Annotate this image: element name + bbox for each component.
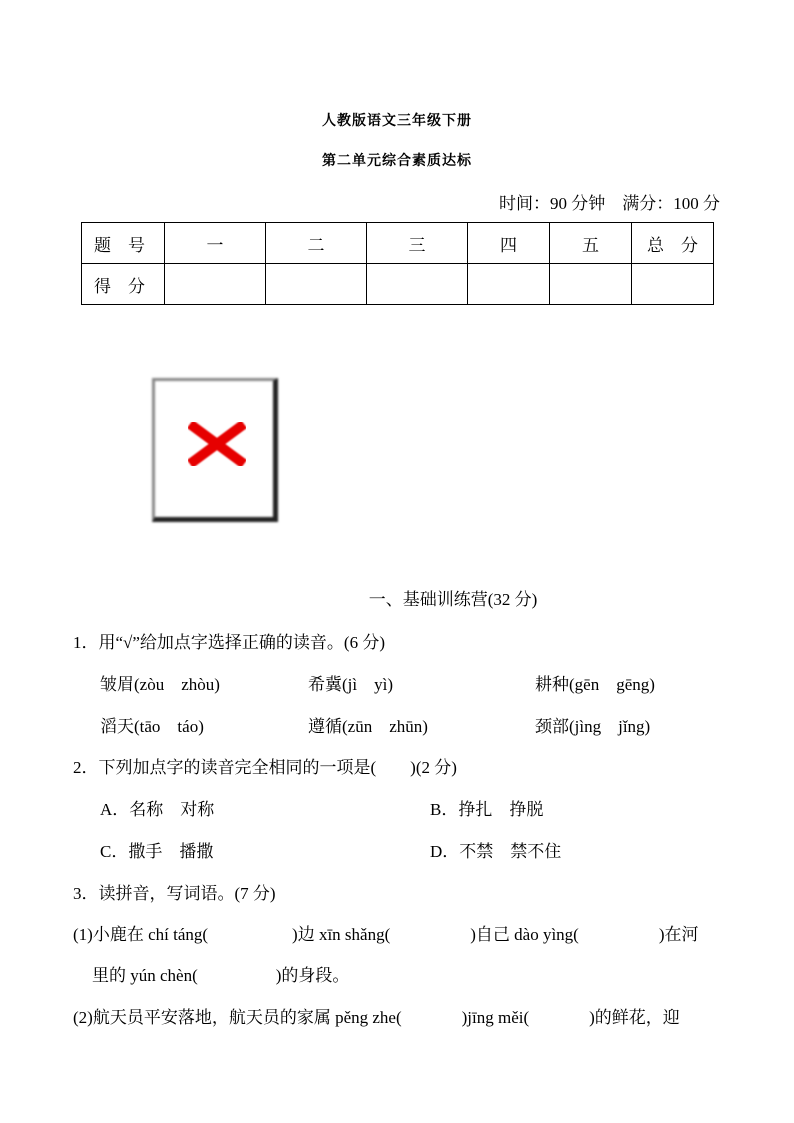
score-cell[interactable] — [165, 264, 266, 305]
score-row-label: 得 分 — [82, 264, 165, 305]
q2-option-c[interactable]: C．撒手 播撒 — [100, 842, 214, 861]
question-2-prompt: 2．下列加点字的读音完全相同的一项是( )(2 分) — [73, 758, 457, 777]
score-table-score-row — [82, 264, 714, 305]
header-cell: 四 — [468, 223, 550, 264]
q1-item[interactable]: 耕种(gēn gēng) — [535, 675, 655, 694]
q3-text: )在河 — [658, 925, 699, 944]
q3-line-3 — [73, 1003, 680, 1028]
score-table-header-row — [82, 223, 714, 264]
q2-option-d[interactable]: D．不禁 禁不住 — [430, 842, 562, 861]
page-subtitle: 第二单元综合素质达标 — [322, 154, 472, 169]
broken-image-icon — [152, 378, 276, 518]
score-cell[interactable] — [468, 264, 550, 305]
q3-text: )自己 dào yìng( — [470, 925, 579, 944]
header-cell: 五 — [550, 223, 632, 264]
header-cell: 总 分 — [632, 223, 714, 264]
q3-text: 里的 yún chèn( — [92, 966, 198, 985]
score-cell[interactable] — [266, 264, 367, 305]
q2-option-b[interactable]: B．挣扎 挣脱 — [430, 800, 544, 819]
question-3-prompt: 3．读拼音，写词语。(7 分) — [73, 884, 276, 903]
score-cell[interactable] — [367, 264, 468, 305]
q1-item[interactable]: 希冀(jì yì) — [308, 675, 393, 694]
q3-text: )jīng měi( — [461, 1008, 530, 1027]
question-1-prompt: 1．用“√”给加点字选择正确的读音。(6 分) — [73, 633, 385, 652]
header-cell: 题 号 — [82, 223, 165, 264]
time-info: 时间：90 分钟 满分：100 分 — [499, 194, 720, 213]
q3-text: (1)小鹿在 chí táng( — [73, 925, 209, 944]
q1-item[interactable]: 遵循(zūn zhūn) — [308, 717, 428, 736]
q3-text: )边 xīn shǎng( — [292, 925, 391, 944]
q3-line-1 — [73, 920, 699, 945]
header-cell: 一 — [165, 223, 266, 264]
score-table — [81, 222, 714, 305]
header-cell: 二 — [266, 223, 367, 264]
q3-text: (2)航天员平安落地，航天员的家属 pěng zhe( — [73, 1008, 402, 1027]
header-cell: 三 — [367, 223, 468, 264]
score-cell[interactable] — [632, 264, 714, 305]
q2-option-a[interactable]: A．名称 对称 — [100, 800, 215, 819]
q3-text: )的鲜花，迎 — [589, 1008, 680, 1027]
q3-text: )的身段。 — [275, 966, 350, 985]
section-title: 一、基础训练营(32 分) — [368, 590, 538, 609]
page-title: 人教版语文三年级下册 — [322, 114, 472, 129]
score-cell[interactable] — [550, 264, 632, 305]
red-x-icon — [188, 422, 246, 466]
q1-item[interactable]: 颈部(jìng jǐng) — [535, 717, 651, 736]
q1-item[interactable]: 皱眉(zòu zhòu) — [100, 675, 220, 694]
q3-line-2 — [92, 961, 349, 986]
q1-item[interactable]: 滔天(tāo táo) — [100, 717, 204, 736]
